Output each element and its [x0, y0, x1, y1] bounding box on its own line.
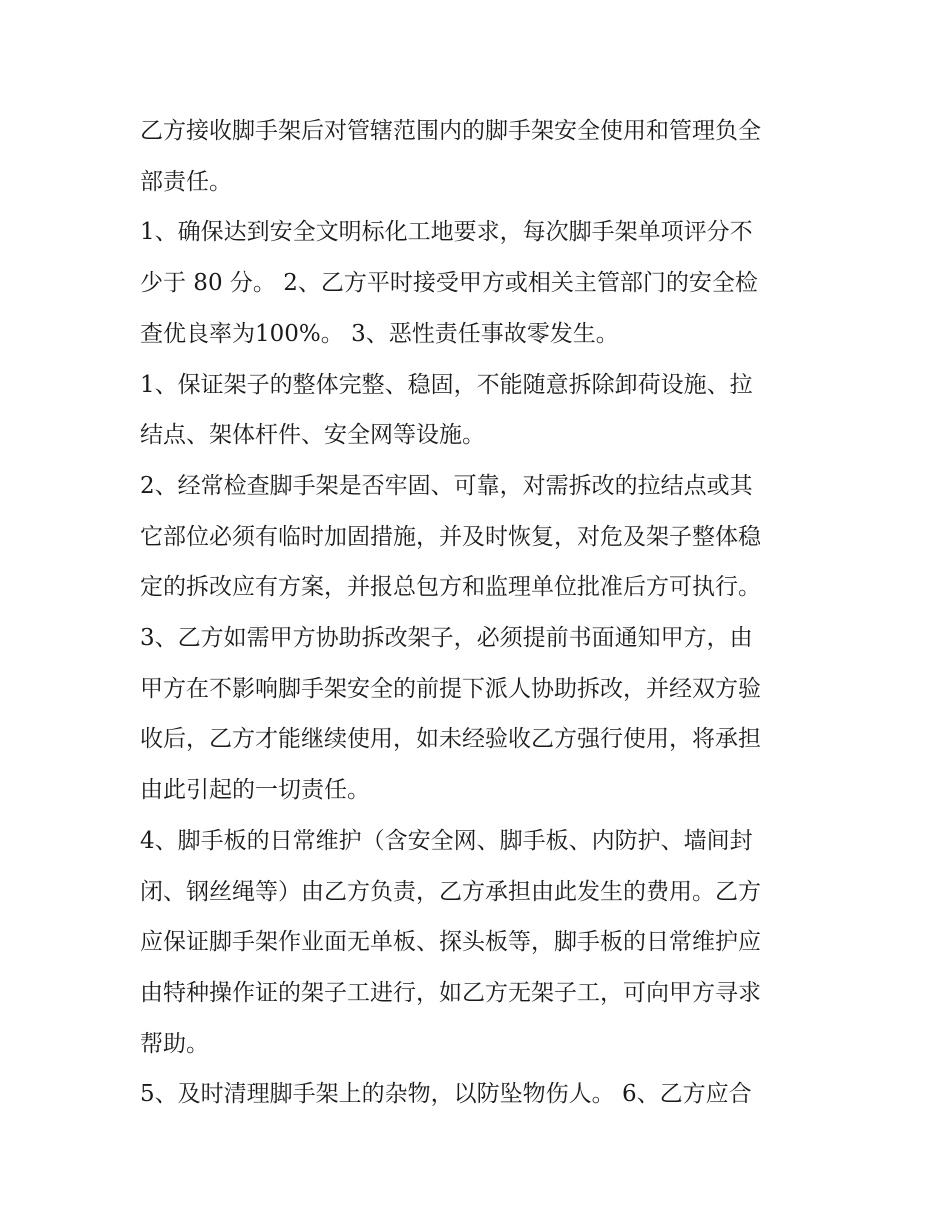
- text-line: 应保证脚手架作业面无单板、探头板等，脚手板的日常维护应: [140, 929, 761, 956]
- text-line: 2、经常检查脚手架是否牢固、可靠，对需拆改的拉结点或其: [140, 472, 753, 499]
- paragraph-scaffold-responsibility: [140, 106, 820, 207]
- text-line: 1、确保达到安全文明标化工地要求，每次脚手架单项评分不: [140, 219, 753, 246]
- text-line: 它部位必须有临时加固措施，并及时恢复，对危及架子整体稳: [140, 523, 761, 550]
- paragraph-item-2: [140, 461, 820, 613]
- paragraph-safety-goals: [140, 207, 820, 359]
- text-line: 闭、钢丝绳等）由乙方负责，乙方承担由此发生的费用。乙方: [140, 878, 761, 905]
- text-line: 1、保证架子的整体完整、稳固，不能随意拆除卸荷设施、拉: [140, 371, 753, 398]
- text-line: 乙方接收脚手架后对管辖范围内的脚手架安全使用和管理负全: [140, 118, 761, 144]
- text-line: 少于 80 分。 2、乙方平时接受甲方或相关主管部门的安全检: [140, 270, 758, 297]
- text-line: 定的拆改应有方案，并报总包方和监理单位批准后方可执行。: [140, 574, 761, 601]
- text-line: 部责任。: [140, 168, 232, 195]
- text-line: 由此引起的一切责任。: [140, 777, 370, 804]
- text-line: 由特种操作证的架子工进行，如乙方无架子工，可向甲方寻求: [140, 979, 761, 1006]
- paragraph-item-3: [140, 613, 820, 816]
- text-line: 4、脚手板的日常维护（含安全网、脚手板、内防护、墙间封: [140, 827, 753, 854]
- text-line: 帮助。: [140, 1030, 209, 1057]
- text-line: 结点、架体杆件、安全网等设施。: [140, 422, 485, 449]
- paragraph-item-4: [140, 816, 820, 1070]
- paragraph-item-5: [140, 1069, 820, 1120]
- text-line: 5、及时清理脚手架上的杂物，以防坠物伤人。 6、乙方应合: [140, 1081, 752, 1108]
- paragraph-item-1: [140, 360, 820, 461]
- text-line: 3、乙方如需甲方协助拆改架子，必须提前书面通知甲方，由: [140, 625, 753, 652]
- text-line: 查优良率为100%。 3、恶性责任事故零发生。: [140, 320, 619, 347]
- text-line: 收后，乙方才能继续使用，如未经验收乙方强行使用，将承担: [140, 726, 761, 753]
- text-line: 甲方在不影响脚手架安全的前提下派人协助拆改，并经双方验: [140, 675, 761, 702]
- document-body: [140, 106, 820, 1120]
